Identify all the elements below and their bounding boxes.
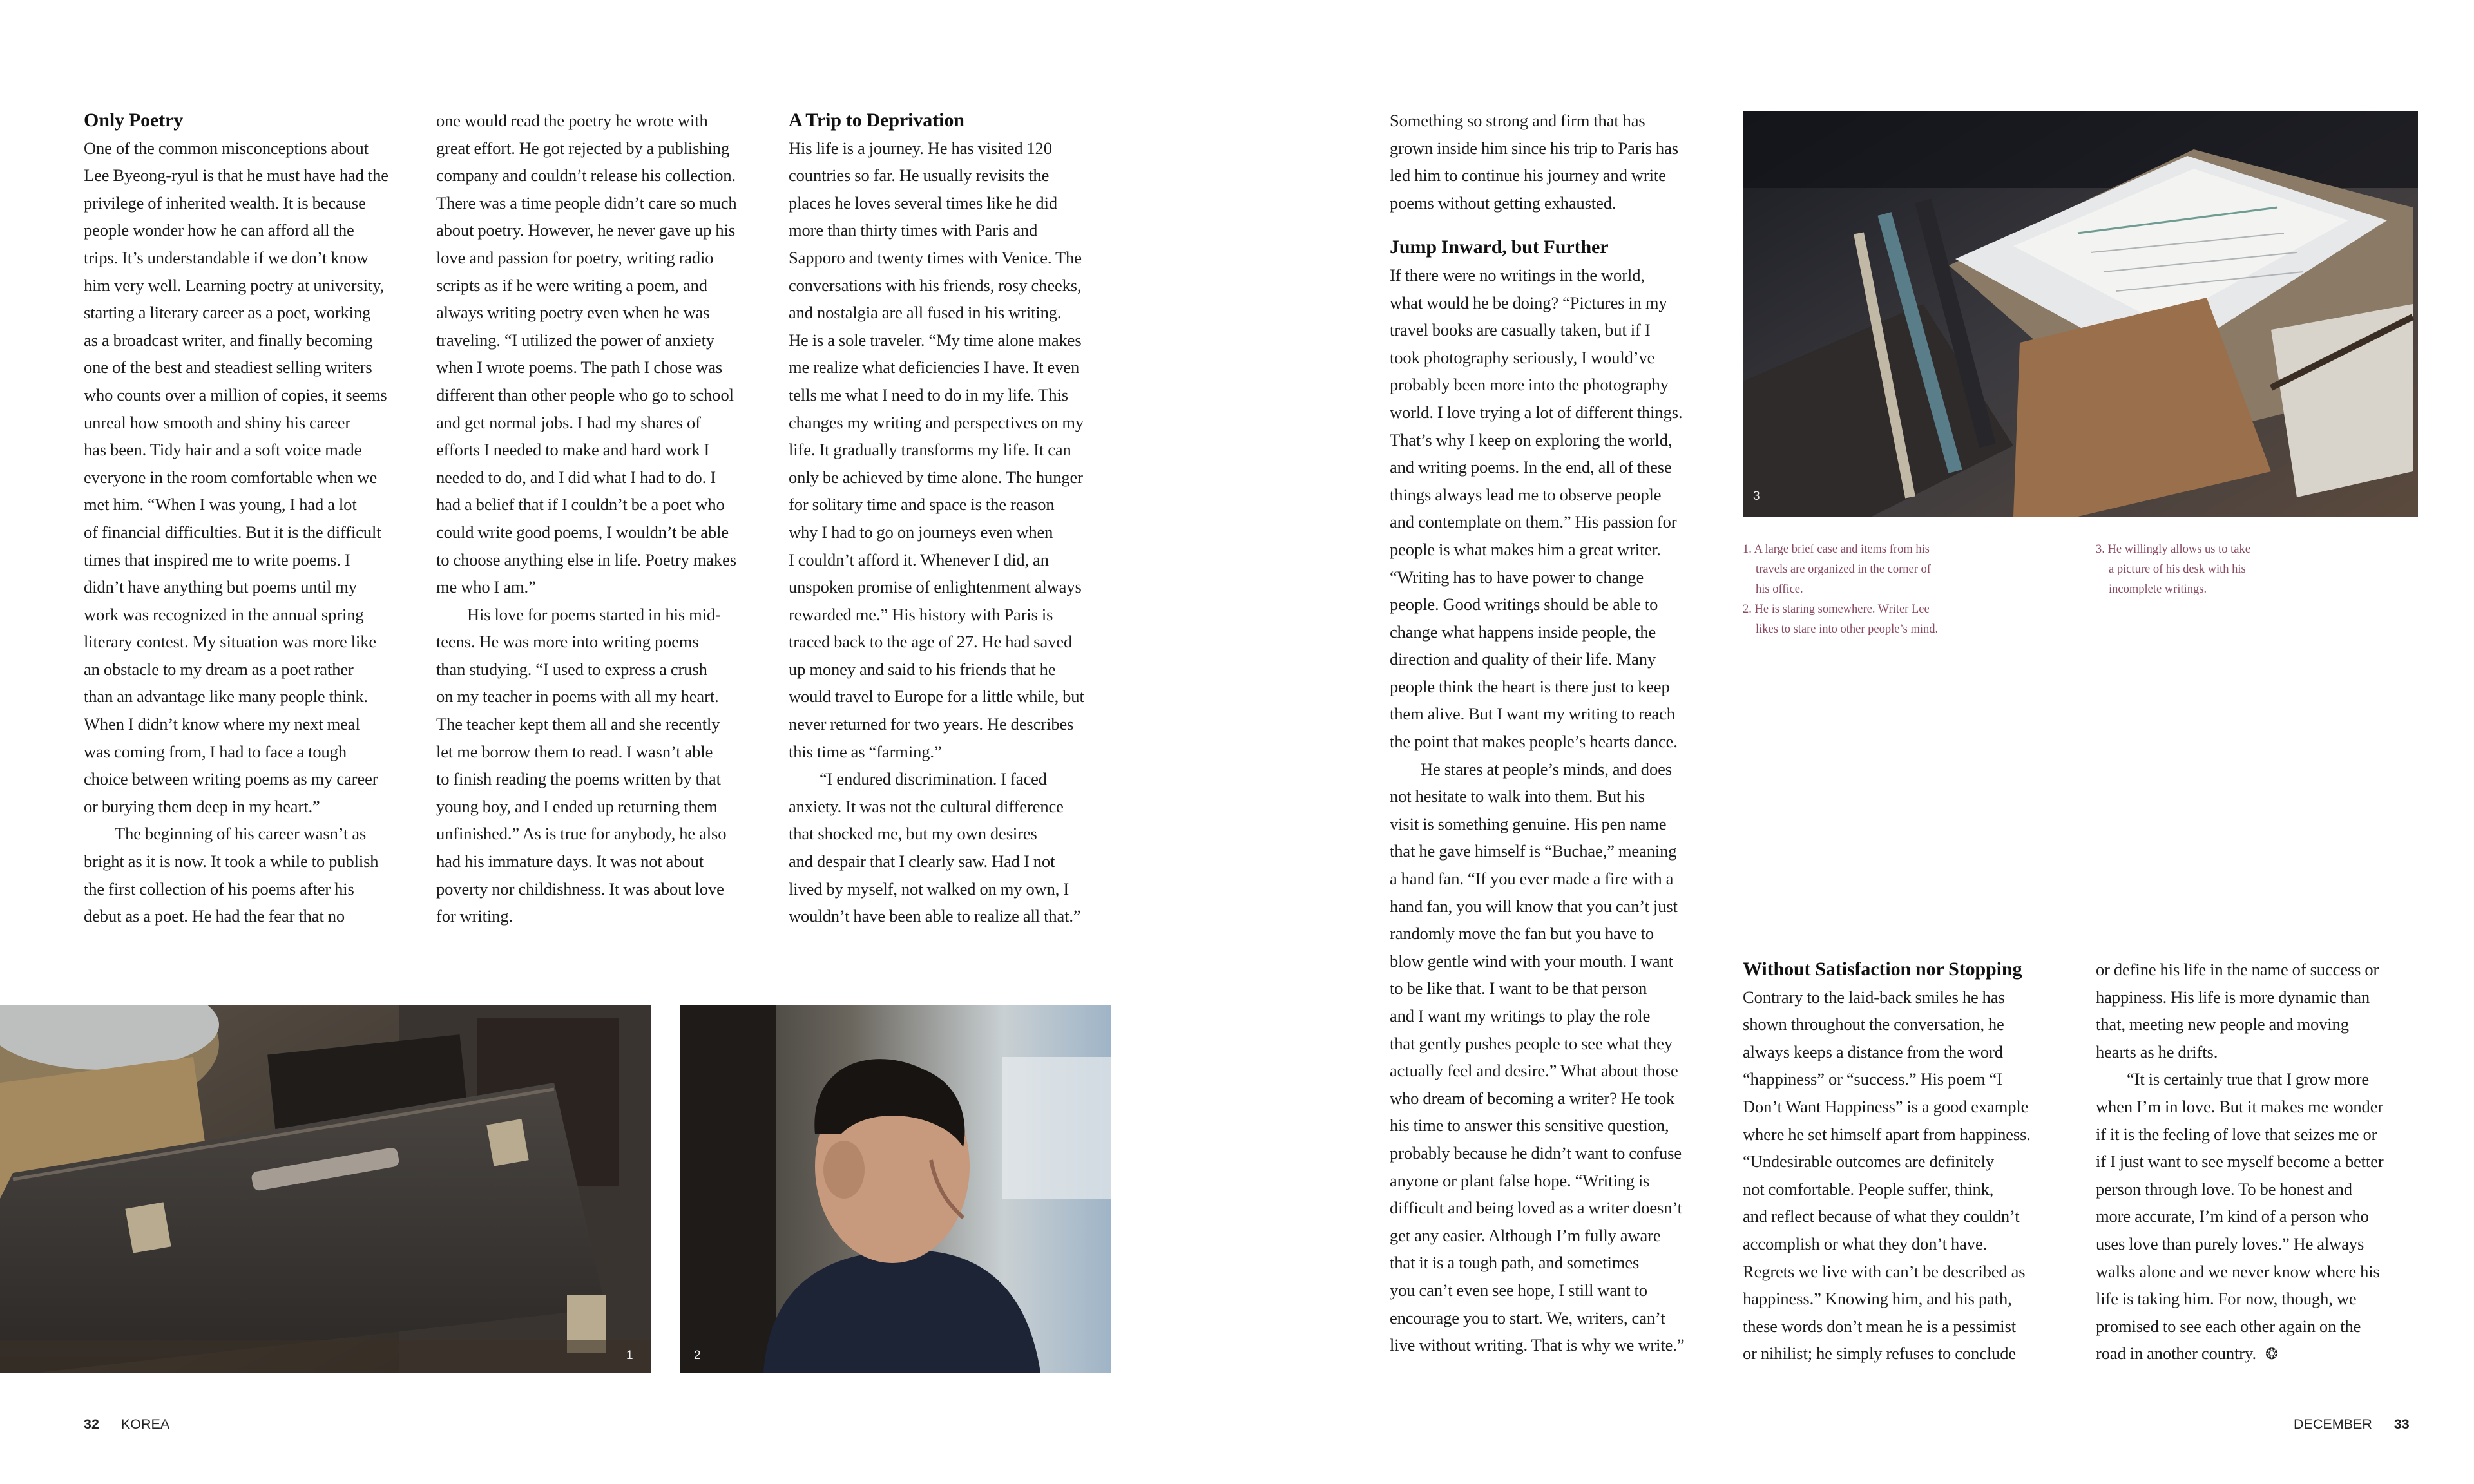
text-line: if it is the feeling of love that seizes me or (2096, 1124, 2377, 1144)
text-line: met him. “When I was young, I had a lot (84, 495, 357, 515)
col1-para2 (84, 820, 419, 929)
text-line: live without writing. That is why we write.” (1390, 1335, 1685, 1355)
col4-top (1390, 107, 1725, 216)
photo-number-3: 3 (1753, 490, 1760, 503)
text-line: rewarded me.” His history with Paris is (789, 604, 1053, 624)
text-line: “Undesirable outcomes are definitely (1743, 1152, 1995, 1172)
photo-briefcase (0, 1005, 651, 1373)
folio-right (2294, 1416, 2410, 1432)
text-line: had his immature days. It was not about (436, 851, 704, 871)
text-line: why I had to go on journeys even when (789, 522, 1053, 542)
text-line: changes my writing and perspectives on my (789, 412, 1084, 432)
col6-para2 (2096, 1065, 2431, 1367)
text-line: about poetry. However, he never gave up his (436, 220, 736, 240)
section-heading-jump: Jump Inward, but Further (1390, 236, 1609, 258)
text-line: He stares at people’s minds, and does (1421, 759, 1672, 779)
text-line: efforts I needed to make and hard work I (436, 440, 710, 460)
text-line: was coming from, I had to face a tough (84, 741, 347, 761)
text-line: things always lead me to observe people (1390, 484, 1662, 504)
text-line: happiness.” Knowing him, and his path, (1743, 1289, 2012, 1309)
text-line: that he gave himself is “Buchae,” meaning (1390, 841, 1677, 861)
text-line: blow gentle wind with your mouth. I want (1390, 951, 1673, 971)
text-line: hand fan, you will know that you can’t just (1390, 896, 1678, 916)
text-line: The beginning of his career wasn’t as (115, 824, 367, 844)
captions-right (2096, 540, 2418, 600)
col5-body (1743, 984, 2078, 1367)
photo-portrait (680, 1005, 1111, 1373)
desk-image (1743, 111, 2418, 517)
page-number-left: 32 (84, 1416, 99, 1432)
briefcase-image (0, 1005, 651, 1373)
text-line: promised to see each other again on the (2096, 1316, 2361, 1336)
magazine-label: KOREA (120, 1416, 170, 1432)
text-line: countries so far. He usually revisits the (789, 166, 1050, 186)
text-line: There was a time people didn’t care so much (436, 193, 737, 213)
text-line: people is what makes him a great writer. (1390, 539, 1661, 559)
text-line: didn’t have anything but poems until my (84, 577, 357, 597)
text-line: Sapporo and twenty times with Venice. The (789, 247, 1082, 267)
text-line: That’s why I keep on exploring the world, (1390, 430, 1673, 450)
text-line: never returned for two years. He describes (789, 714, 1074, 734)
text-line: accomplish or what they don’t have. (1743, 1233, 1988, 1253)
text-line: than studying. “I used to express a crush (436, 659, 707, 679)
text-line: and get normal jobs. I had my shares of (436, 412, 701, 432)
text-line: more accurate, I’m kind of a person who (2096, 1206, 2369, 1226)
col6-body (2096, 956, 2431, 1065)
column-2 (436, 107, 771, 930)
text-line: traced back to the age of 27. He had saved (789, 632, 1073, 652)
caption-2-line-1: 2. He is staring somewhere. Writer Lee (1743, 603, 1930, 616)
text-line: only be achieved by time alone. The hunger (789, 467, 1083, 487)
text-line: debut as a poet. He had the fear that no (84, 906, 345, 926)
column-3 (789, 107, 1124, 930)
section-heading-trip: A Trip to Deprivation (789, 109, 964, 131)
text-line: an obstacle to my dream as a poet rather (84, 659, 354, 679)
text-line: or nihilist; he simply refuses to conclude (1743, 1344, 2017, 1364)
text-line: people wonder how he can afford all the (84, 220, 354, 240)
text-line: to be like that. I want to be that person (1390, 978, 1647, 998)
caption-2-line-2: likes to stare into other people’s mind. (1756, 623, 1939, 636)
text-line: work was recognized in the annual spring (84, 604, 364, 624)
text-line: The teacher kept them all and she recently (436, 714, 720, 734)
caption-1-line-2: travels are organized in the corner of (1756, 563, 1931, 576)
text-line: anxiety. It was not the cultural difference (789, 796, 1064, 816)
caption-1-line-1: 1. A large brief case and items from his (1743, 543, 1930, 556)
col4-body (1390, 262, 1725, 756)
text-line: starting a literary career as a poet, working (84, 303, 371, 323)
caption-1-line-3: his office. (1756, 583, 1803, 596)
text-line: and I want my writings to play the role (1390, 1006, 1651, 1025)
captions-left (1743, 540, 2065, 640)
text-line: more than thirty times with Paris and (789, 220, 1038, 240)
text-line: road in another country. ❂ (2096, 1344, 2279, 1364)
text-line: unspoken promise of enlightenment always (789, 577, 1082, 597)
text-line: one of the best and steadiest selling writers (84, 357, 372, 377)
text-line: privilege of inherited wealth. It is because (84, 193, 366, 213)
portrait-image (680, 1005, 1111, 1373)
section-heading-without-satisfaction: Without Satisfaction nor Stopping (1743, 958, 2022, 980)
text-line: has been. Tidy hair and a soft voice made (84, 440, 362, 460)
text-line: or define his life in the name of success or (2096, 960, 2379, 979)
text-line: get any easier. Although I’m fully aware (1390, 1225, 1661, 1245)
text-line: lived by myself, not walked on my own, I (789, 879, 1069, 899)
photo-desk (1743, 111, 2418, 517)
text-line: unreal how smooth and shiny his career (84, 412, 351, 432)
text-line: his time to answer this sensitive question, (1390, 1116, 1669, 1136)
text-line: and despair that I clearly saw. Had I not (789, 851, 1055, 871)
section-heading-only-poetry: Only Poetry (84, 109, 184, 131)
text-line: you can’t even see hope, I still want to (1390, 1280, 1647, 1300)
text-line: him very well. Learning poetry at university, (84, 275, 385, 295)
text-line: let me borrow them to read. I wasn’t able (436, 741, 713, 761)
text-line: walks alone and we never know where his (2096, 1261, 2380, 1281)
text-line: visit is something genuine. His pen name (1390, 813, 1667, 833)
text-line: “I endured discrimination. I faced (820, 769, 1047, 789)
text-line: Something so strong and firm that has (1390, 111, 1645, 130)
text-line: took photography seriously, I would’ve (1390, 347, 1655, 367)
text-line: on my teacher in poems with all my heart. (436, 687, 719, 707)
text-line: encourage you to start. We, writers, can’t (1390, 1308, 1665, 1327)
text-line: young boy, and I ended up returning them (436, 796, 718, 816)
text-line: love and passion for poetry, writing radio (436, 247, 714, 267)
text-line: difficult and being loved as a writer doesn’t (1390, 1198, 1682, 1218)
text-line: and writing poems. In the end, all of these (1390, 457, 1672, 477)
text-line: times that inspired me to write poems. I (84, 549, 350, 569)
text-line: places he loves several times like he did (789, 193, 1057, 213)
text-line: that shocked me, but my own desires (789, 824, 1037, 844)
photo-number-2: 2 (694, 1349, 701, 1362)
text-line: His love for poems started in his mid- (467, 604, 721, 624)
text-line: and nostalgia are all fused in his writing. (789, 303, 1062, 323)
caption-3-line-2: a picture of his desk with his (2109, 563, 2246, 576)
text-line: Contrary to the laid-back smiles he has (1743, 987, 2005, 1007)
text-line: person through love. To be honest and (2096, 1179, 2352, 1199)
text-line: travel books are casually taken, but if I (1390, 320, 1651, 340)
month-label: DECEMBER (2294, 1416, 2372, 1432)
text-line: and reflect because of what they couldn’t (1743, 1206, 2020, 1226)
text-line: literary contest. My situation was more like (84, 632, 377, 652)
text-line: shown throughout the conversation, he (1743, 1014, 2004, 1034)
text-line: poverty nor childishness. It was about love (436, 879, 724, 899)
text-line: probably because he didn’t want to confuse (1390, 1143, 1682, 1163)
text-line: that, meeting new people and moving (2096, 1014, 2349, 1034)
text-line: Regrets we live with can’t be described as (1743, 1261, 2026, 1281)
text-line: teens. He was more into writing poems (436, 632, 699, 652)
text-line: When I didn’t know where my next meal (84, 714, 360, 734)
text-line: “It is certainly true that I grow more (2127, 1069, 2370, 1089)
text-line: me realize what deficiencies I have. It even (789, 357, 1080, 377)
caption-3-line-1: 3. He willingly allows us to take (2096, 543, 2250, 556)
column-1 (84, 107, 419, 930)
text-line: hearts as he drifts. (2096, 1042, 2218, 1061)
text-line: of financial difficulties. But it is the difficult (84, 522, 381, 542)
column-4 (1390, 107, 1725, 1359)
page-number-right: 33 (2393, 1416, 2410, 1432)
text-line: life is taking him. For now, though, we (2096, 1289, 2357, 1309)
text-line: Lee Byeong-ryul is that he must have had the (84, 166, 388, 186)
text-line: when I’m in love. But it makes me wonder (2096, 1096, 2384, 1116)
col2-body (436, 107, 771, 601)
text-line: needed to do, and I did what I had to do. I (436, 467, 716, 487)
text-line: trips. It’s understandable if we don’t know (84, 247, 369, 267)
text-line: wouldn’t have been able to realize all that.” (789, 906, 1081, 926)
text-line: who dream of becoming a writer? He took (1390, 1088, 1675, 1108)
text-line: great effort. He got rejected by a publishing (436, 138, 730, 158)
text-line: tells me what I need to do in my life. This (789, 385, 1069, 404)
text-line: His life is a journey. He has visited 120 (789, 138, 1052, 158)
text-line: than an advantage like many people think. (84, 687, 369, 707)
text-line: for solitary time and space is the reason (789, 495, 1055, 515)
text-line: always writing poetry even when he was (436, 303, 710, 323)
text-line: always keeps a distance from the word (1743, 1042, 2003, 1061)
text-line: change what happens inside people, the (1390, 622, 1656, 642)
text-line: where he set himself apart from happiness. (1743, 1124, 2031, 1144)
text-line: if I just want to see myself become a better (2096, 1152, 2384, 1172)
text-line: Don’t Want Happiness” is a good example (1743, 1096, 2029, 1116)
text-line: could write good poems, I wouldn’t be able (436, 522, 729, 542)
text-line: bright as it is now. It took a while to publish (84, 851, 379, 871)
text-line: to choose anything else in life. Poetry makes (436, 549, 736, 569)
column-5 (1743, 956, 2078, 1367)
text-line: world. I love trying a lot of different things. (1390, 402, 1683, 422)
text-line: me who I am.” (436, 577, 536, 597)
text-line: probably been more into the photography (1390, 375, 1669, 395)
text-line: them alive. But I want my writing to reach (1390, 704, 1675, 724)
col3-body (789, 135, 1124, 766)
text-line: actually feel and desire.” What about those (1390, 1061, 1678, 1081)
text-line: anyone or plant false hope. “Writing is (1390, 1170, 1650, 1190)
text-line: and contemplate on them.” His passion for (1390, 512, 1677, 532)
text-line: a hand fan. “If you ever made a fire with a (1390, 869, 1674, 889)
text-line: people. Good writings should be able to (1390, 595, 1658, 614)
text-line: not hesitate to walk into them. But his (1390, 786, 1645, 806)
text-line: had a belief that if I couldn’t be a poet who (436, 495, 725, 515)
text-line: or burying them deep in my heart.” (84, 796, 320, 816)
text-line: choice between writing poems as my career (84, 769, 378, 789)
text-line: traveling. “I utilized the power of anxiety (436, 330, 714, 350)
text-line: direction and quality of their life. Many (1390, 649, 1656, 669)
col1-body (84, 135, 419, 821)
text-line: “Writing has to have power to change (1390, 567, 1644, 587)
folio-left (84, 1416, 169, 1432)
text-line: that it is a tough path, and sometimes (1390, 1253, 1640, 1273)
text-line: as a broadcast writer, and finally becoming (84, 330, 373, 350)
text-line: One of the common misconceptions about (84, 138, 369, 158)
text-line: would travel to Europe for a little while, but (789, 687, 1084, 707)
text-line: poems without getting exhausted. (1390, 193, 1616, 213)
text-line: that gently pushes people to see what they (1390, 1033, 1673, 1053)
text-line: company and couldn’t release his collection. (436, 166, 736, 186)
text-line: If there were no writings in the world, (1390, 265, 1645, 285)
text-line: who counts over a million of copies, it seems (84, 385, 387, 404)
text-line: everyone in the room comfortable when we (84, 467, 378, 487)
text-line: this time as “farming.” (789, 741, 942, 761)
photo-number-1: 1 (626, 1349, 633, 1362)
text-line: scripts as if he were writing a poem, and (436, 275, 707, 295)
text-line: when I wrote poems. The path I chose was (436, 357, 723, 377)
text-line: what would he be doing? “Pictures in my (1390, 292, 1667, 312)
text-line: up money and said to his friends that he (789, 659, 1056, 679)
col2-para2 (436, 601, 771, 930)
text-line: the point that makes people’s hearts dance. (1390, 732, 1678, 752)
text-line: He is a sole traveler. “My time alone makes (789, 330, 1082, 350)
text-line: different than other people who go to school (436, 385, 734, 404)
column-6 (2096, 956, 2431, 1367)
text-line: people think the heart is there just to keep (1390, 676, 1670, 696)
text-line: not comfortable. People suffer, think, (1743, 1179, 1994, 1199)
caption-3-line-3: incomplete writings. (2109, 583, 2207, 596)
text-line: conversations with his friends, rosy cheeks, (789, 275, 1082, 295)
text-line: to finish reading the poems written by that (436, 769, 721, 789)
col3-para2 (789, 765, 1124, 930)
text-line: “happiness” or “success.” His poem “I (1743, 1069, 2002, 1089)
text-line: led him to continue his journey and write (1390, 166, 1666, 186)
text-line: one would read the poetry he wrote with (436, 111, 708, 130)
text-line: grown inside him since his trip to Paris has (1390, 138, 1678, 158)
text-line: I couldn’t afford it. Whenever I did, an (789, 549, 1049, 569)
text-line: these words don’t mean he is a pessimist (1743, 1316, 2017, 1336)
text-line: happiness. His life is more dynamic than (2096, 987, 2370, 1007)
text-line: unfinished.” As is true for anybody, he also (436, 824, 727, 844)
text-line: for writing. (436, 906, 513, 926)
end-mark-icon: ❂ (2265, 1345, 2279, 1364)
col4-para2 (1390, 756, 1725, 1359)
text-line: randomly move the fan but you have to (1390, 924, 1654, 944)
text-line: uses love than purely loves.” He always (2096, 1233, 2364, 1253)
text-line: life. It gradually transforms my life. It can (789, 440, 1071, 460)
text-line: the first collection of his poems after his (84, 879, 354, 899)
